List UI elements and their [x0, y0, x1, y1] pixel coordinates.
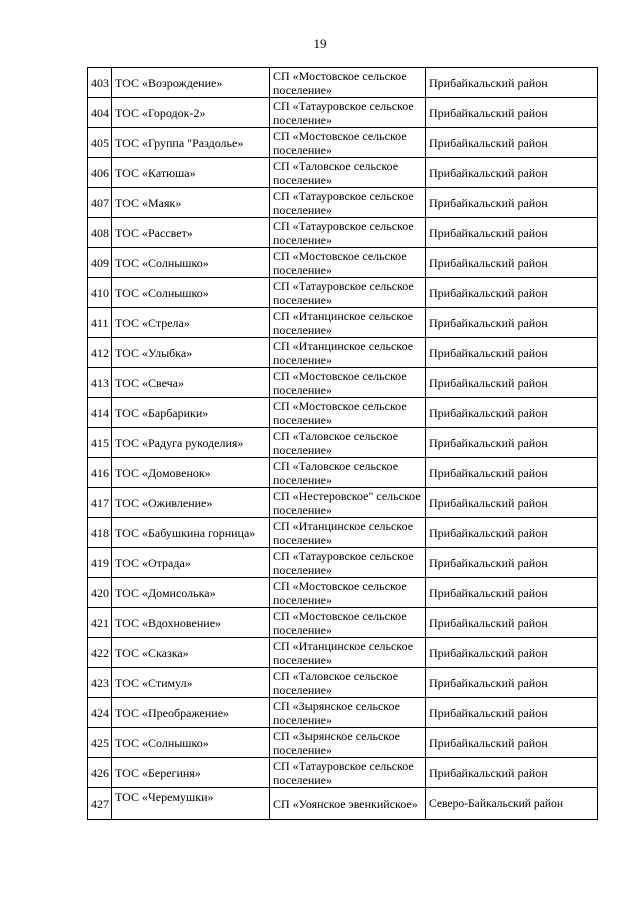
- tos-name-cell: ТОС «Преображение»: [112, 698, 270, 728]
- table-row: [88, 488, 598, 518]
- tos-name-cell: ТОС «Возрождение»: [112, 68, 270, 98]
- district-cell: Прибайкальский район: [426, 338, 598, 368]
- table-row: [88, 728, 598, 758]
- row-number-cell: 408: [88, 218, 112, 248]
- settlement-cell: СП «Мостовское сельское поселение»: [270, 608, 426, 638]
- row-number-cell: 411: [88, 308, 112, 338]
- page-number: 19: [313, 36, 327, 51]
- table-row: [88, 548, 598, 578]
- tos-name-cell: ТОС «Вдохновение»: [112, 608, 270, 638]
- district-cell: Прибайкальский район: [426, 428, 598, 458]
- row-number-cell: 422: [88, 638, 112, 668]
- tos-name-cell: ТОС «Отрада»: [112, 548, 270, 578]
- row-number-cell: 419: [88, 548, 112, 578]
- row-number-cell: 407: [88, 188, 112, 218]
- table-row: [88, 428, 598, 458]
- district-cell: Прибайкальский район: [426, 158, 598, 188]
- table-row: [88, 398, 598, 428]
- table-row: [88, 578, 598, 608]
- row-number-cell: 404: [88, 98, 112, 128]
- row-number-cell: 426: [88, 758, 112, 788]
- row-number-cell: 425: [88, 728, 112, 758]
- row-number-cell: 403: [88, 68, 112, 98]
- district-cell: Прибайкальский район: [426, 758, 598, 788]
- settlement-cell: СП «Зырянское сельское поселение»: [270, 698, 426, 728]
- settlement-cell: СП «Итанцинское сельское поселение»: [270, 338, 426, 368]
- settlement-cell: СП «Татауровское сельское поселение»: [270, 188, 426, 218]
- district-cell: Прибайкальский район: [426, 188, 598, 218]
- row-number-cell: 413: [88, 368, 112, 398]
- settlement-cell: СП «Таловское сельское поселение»: [270, 668, 426, 698]
- settlement-cell: СП «Мостовское сельское поселение»: [270, 578, 426, 608]
- settlement-cell: СП «Татауровское сельское поселение»: [270, 218, 426, 248]
- table-row: [88, 68, 598, 98]
- row-number-cell: 415: [88, 428, 112, 458]
- registry-table-body: [88, 68, 598, 820]
- row-number-cell: 420: [88, 578, 112, 608]
- settlement-cell: СП «Нестеровское" сельское поселение»: [270, 488, 426, 518]
- district-cell: Прибайкальский район: [426, 398, 598, 428]
- tos-name-cell: ТОС «Берегиня»: [112, 758, 270, 788]
- registry-table: [87, 67, 598, 820]
- table-row: [88, 128, 598, 158]
- settlement-cell: СП «Мостовское сельское поселение»: [270, 68, 426, 98]
- row-number-cell: 414: [88, 398, 112, 428]
- table-row: [88, 98, 598, 128]
- tos-name-cell: ТОС «Барбарики»: [112, 398, 270, 428]
- table-row: [88, 308, 598, 338]
- row-number-cell: 417: [88, 488, 112, 518]
- table-row: [88, 368, 598, 398]
- district-cell: Прибайкальский район: [426, 368, 598, 398]
- row-number-cell: 427: [88, 788, 112, 820]
- table-row: [88, 698, 598, 728]
- district-cell: Прибайкальский район: [426, 308, 598, 338]
- settlement-cell: СП «Татауровское сельское поселение»: [270, 548, 426, 578]
- table-row: [88, 518, 598, 548]
- row-number-cell: 412: [88, 338, 112, 368]
- district-cell: Прибайкальский район: [426, 728, 598, 758]
- settlement-cell: СП «Таловское сельское поселение»: [270, 158, 426, 188]
- settlement-cell: СП «Татауровское сельское поселение»: [270, 758, 426, 788]
- settlement-cell: СП «Мостовское сельское поселение»: [270, 248, 426, 278]
- settlement-cell: СП «Мостовское сельское поселение»: [270, 128, 426, 158]
- tos-name-cell: ТОС «Маяк»: [112, 188, 270, 218]
- table-row: [88, 668, 598, 698]
- settlement-cell: СП «Таловское сельское поселение»: [270, 458, 426, 488]
- row-number-cell: 423: [88, 668, 112, 698]
- settlement-cell: СП «Татауровское сельское поселение»: [270, 98, 426, 128]
- district-cell: Прибайкальский район: [426, 488, 598, 518]
- table-row: [88, 608, 598, 638]
- settlement-cell: СП «Таловское сельское поселение»: [270, 428, 426, 458]
- tos-name-cell: ТОС «Домовенок»: [112, 458, 270, 488]
- settlement-cell: СП «Итанцинское сельское поселение»: [270, 308, 426, 338]
- tos-name-cell: ТОС «Катюша»: [112, 158, 270, 188]
- row-number-cell: 410: [88, 278, 112, 308]
- row-number-cell: 405: [88, 128, 112, 158]
- settlement-cell: СП «Уоянское эвенкийское»: [270, 788, 426, 820]
- tos-name-cell: ТОС «Сказка»: [112, 638, 270, 668]
- district-cell: Прибайкальский район: [426, 548, 598, 578]
- tos-name-cell: ТОС «Стимул»: [112, 668, 270, 698]
- row-number-cell: 406: [88, 158, 112, 188]
- settlement-cell: СП «Итанцинское сельское поселение»: [270, 518, 426, 548]
- tos-name-cell: ТОС «Домисолька»: [112, 578, 270, 608]
- table-row: [88, 158, 598, 188]
- district-cell: Прибайкальский район: [426, 218, 598, 248]
- settlement-cell: СП «Мостовское сельское поселение»: [270, 368, 426, 398]
- table-row: [88, 788, 598, 820]
- tos-name-cell: ТОС «Улыбка»: [112, 338, 270, 368]
- table-row: [88, 458, 598, 488]
- row-number-cell: 416: [88, 458, 112, 488]
- table-row: [88, 758, 598, 788]
- district-cell: Прибайкальский район: [426, 98, 598, 128]
- district-cell: Прибайкальский район: [426, 128, 598, 158]
- settlement-cell: СП «Итанцинское сельское поселение»: [270, 638, 426, 668]
- tos-name-cell: ТОС «Оживление»: [112, 488, 270, 518]
- settlement-cell: СП «Зырянское сельское поселение»: [270, 728, 426, 758]
- table-row: [88, 248, 598, 278]
- table-row: [88, 188, 598, 218]
- row-number-cell: 418: [88, 518, 112, 548]
- district-cell: Прибайкальский район: [426, 638, 598, 668]
- tos-name-cell: ТОС «Черемушки»: [112, 788, 270, 820]
- tos-name-cell: ТОС «Радуга рукоделия»: [112, 428, 270, 458]
- district-cell: Прибайкальский район: [426, 68, 598, 98]
- table-row: [88, 278, 598, 308]
- settlement-cell: СП «Мостовское сельское поселение»: [270, 398, 426, 428]
- tos-name-cell: ТОС «Стрела»: [112, 308, 270, 338]
- district-cell: Прибайкальский район: [426, 608, 598, 638]
- table-row: [88, 638, 598, 668]
- district-cell: Прибайкальский район: [426, 458, 598, 488]
- row-number-cell: 424: [88, 698, 112, 728]
- row-number-cell: 409: [88, 248, 112, 278]
- tos-name-cell: ТОС «Солнышко»: [112, 278, 270, 308]
- tos-name-cell: ТОС «Солнышко»: [112, 728, 270, 758]
- tos-name-cell: ТОС «Городок-2»: [112, 98, 270, 128]
- tos-name-cell: ТОС «Бабушкина горница»: [112, 518, 270, 548]
- district-cell: Прибайкальский район: [426, 578, 598, 608]
- district-cell: Прибайкальский район: [426, 278, 598, 308]
- district-cell: Прибайкальский район: [426, 668, 598, 698]
- tos-name-cell: ТОС «Солнышко»: [112, 248, 270, 278]
- district-cell: Северо-Байкальский район: [426, 788, 598, 820]
- settlement-cell: СП «Татауровское сельское поселение»: [270, 278, 426, 308]
- tos-name-cell: ТОС «Группа "Раздолье»: [112, 128, 270, 158]
- table-row: [88, 218, 598, 248]
- tos-name-cell: ТОС «Свеча»: [112, 368, 270, 398]
- table-row: [88, 338, 598, 368]
- district-cell: Прибайкальский район: [426, 248, 598, 278]
- district-cell: Прибайкальский район: [426, 698, 598, 728]
- tos-name-cell: ТОС «Рассвет»: [112, 218, 270, 248]
- district-cell: Прибайкальский район: [426, 518, 598, 548]
- row-number-cell: 421: [88, 608, 112, 638]
